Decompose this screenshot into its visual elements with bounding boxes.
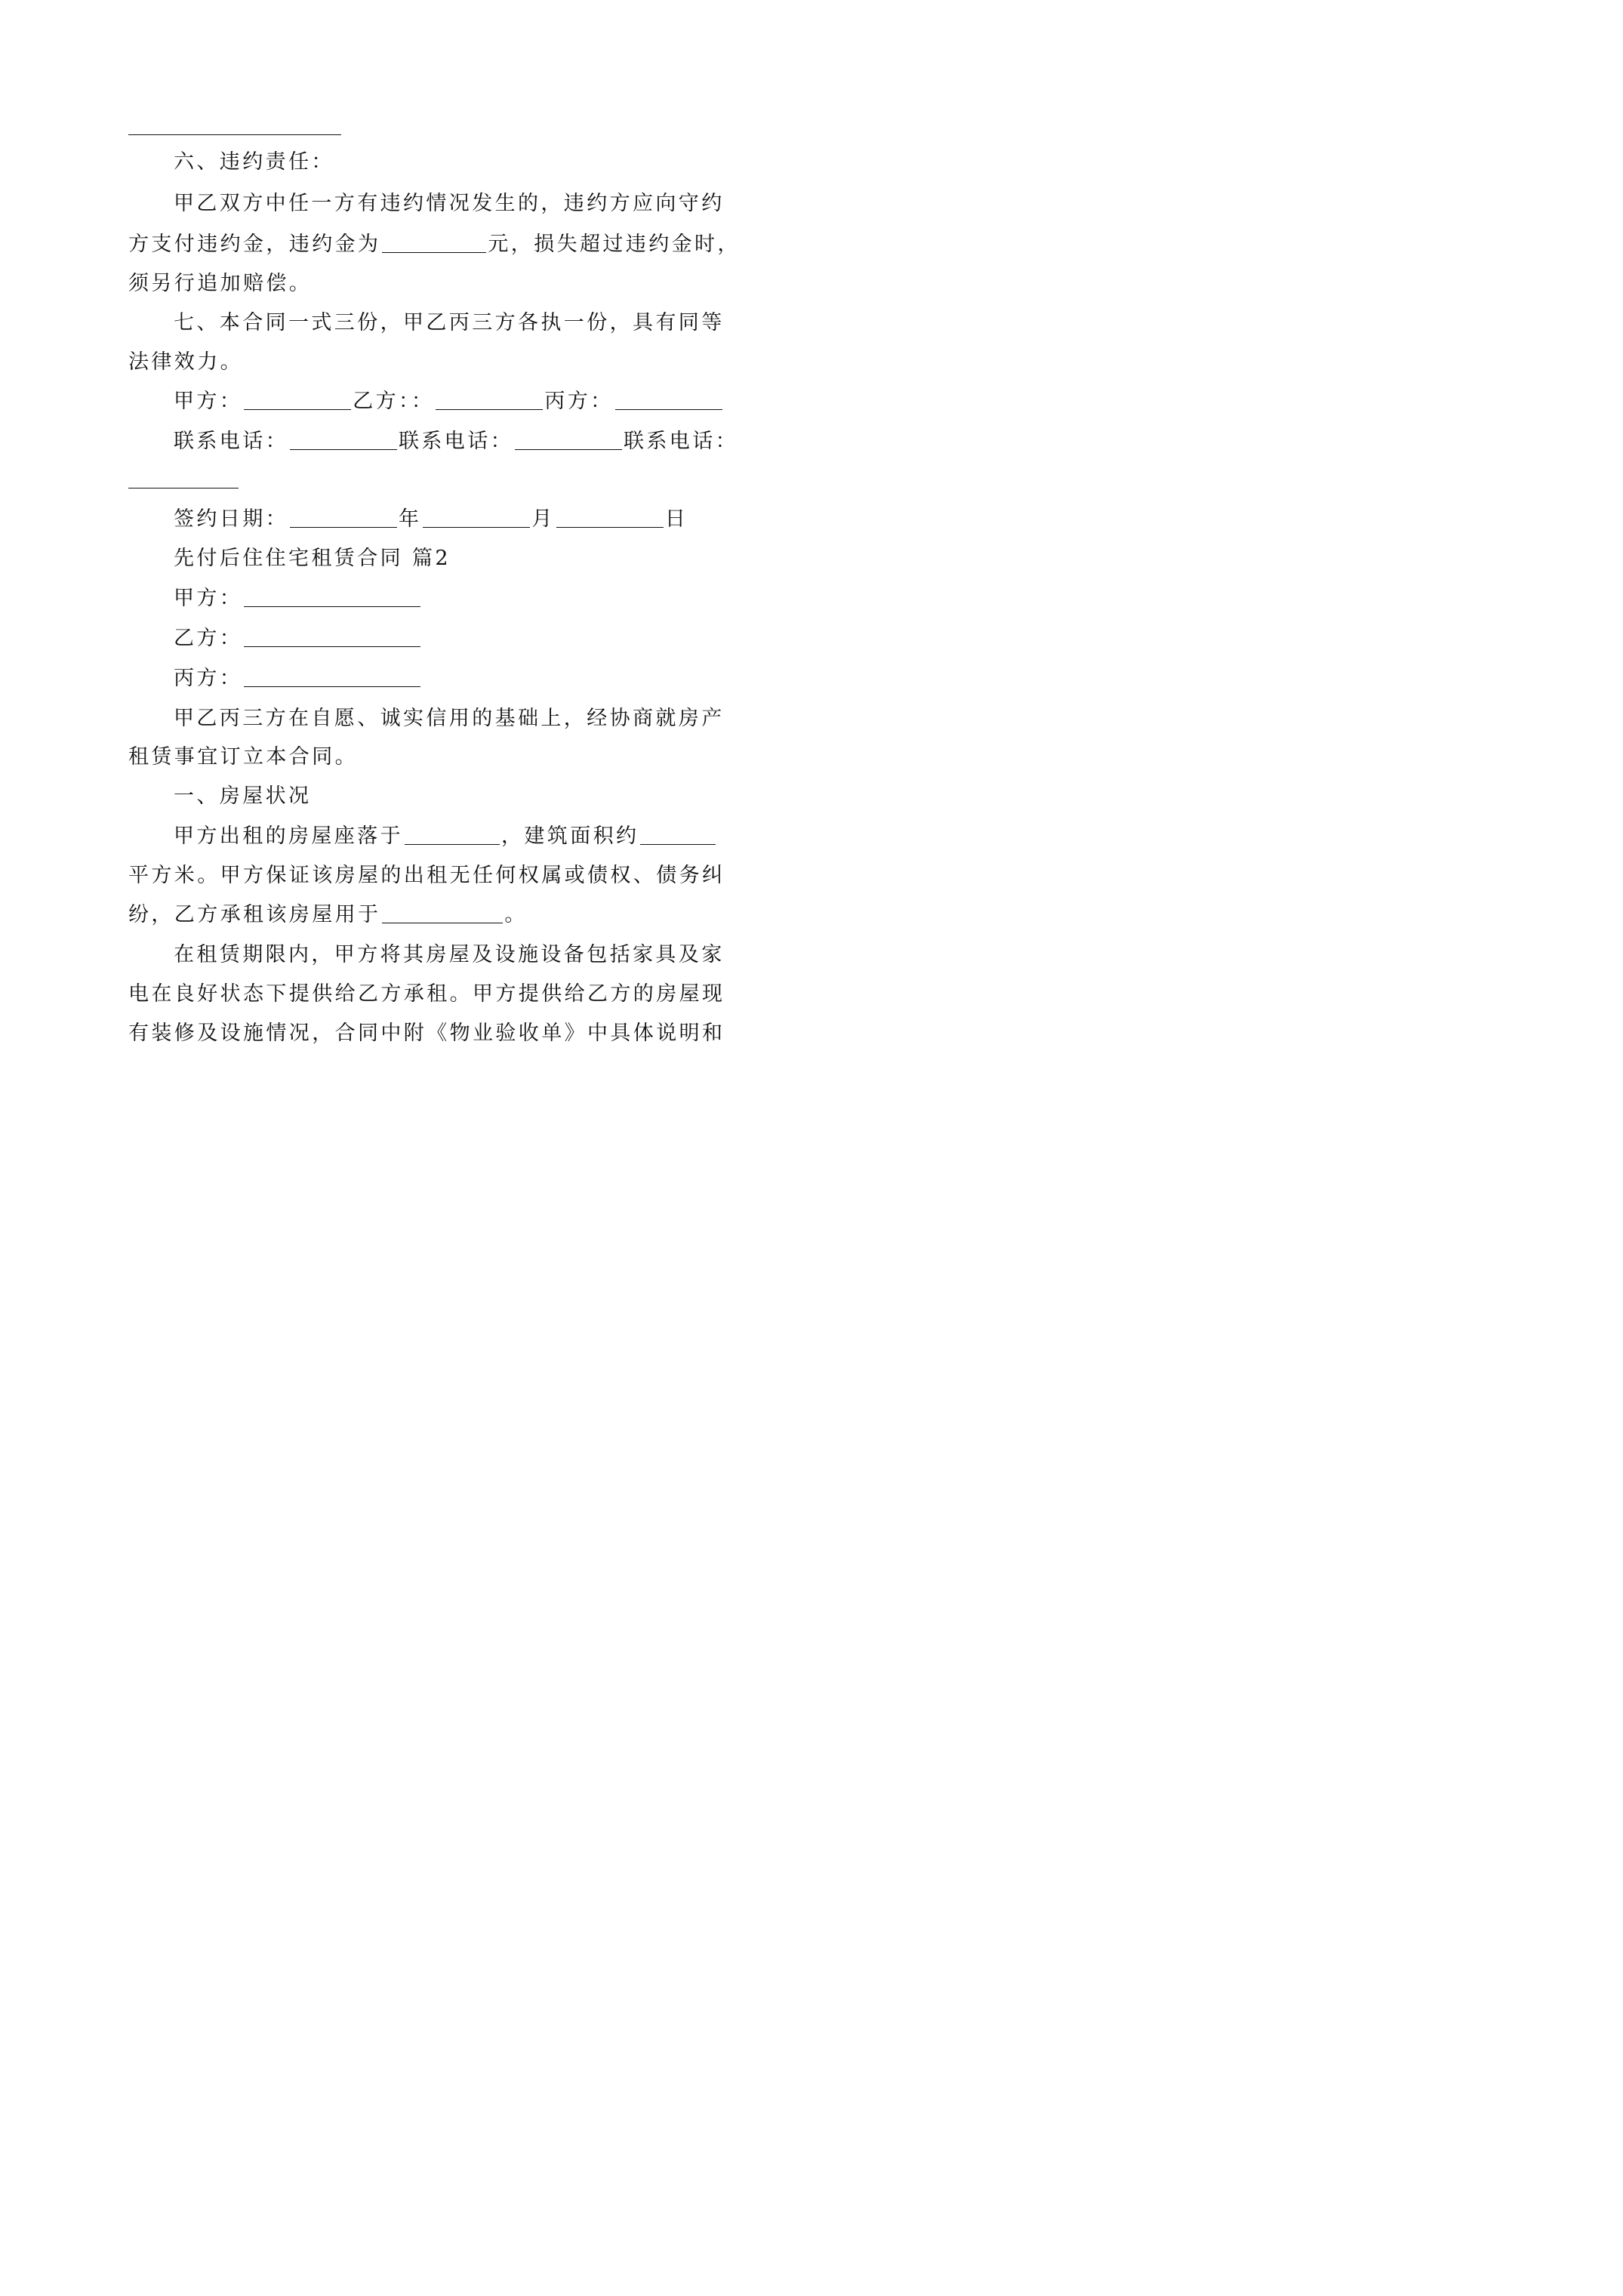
text-fragment: 甲方出租的房屋座落于 bbox=[174, 824, 403, 848]
usage-blank[interactable] bbox=[382, 903, 503, 923]
party-b-row bbox=[174, 625, 710, 652]
phone-label: 联系电话： bbox=[624, 430, 738, 453]
party-c-blank[interactable] bbox=[615, 390, 722, 410]
section-1-heading: 一、房屋状况 bbox=[174, 784, 312, 808]
party-b-label: 乙方： bbox=[174, 627, 243, 650]
party-b-label: 乙方：： bbox=[353, 390, 435, 413]
party-a-row bbox=[174, 585, 710, 612]
paragraph-line bbox=[128, 231, 741, 258]
text-fragment: ，建筑面积约 bbox=[501, 824, 639, 848]
location-blank[interactable] bbox=[405, 824, 500, 845]
party-a-label: 甲方： bbox=[174, 390, 243, 413]
blank-underline bbox=[128, 134, 341, 135]
intro-line: 甲乙丙三方在自愿、诚实信用的基础上，经协商就房产 bbox=[174, 707, 725, 730]
day-label: 日 bbox=[664, 507, 688, 531]
paragraph-line: 电在良好状态下提供给乙方承租。甲方提供给乙方的房屋现 bbox=[128, 982, 725, 1006]
paragraph-line: 甲乙双方中任一方有违约情况发生的，违约方应向守约 bbox=[174, 192, 725, 215]
paragraph-line bbox=[128, 901, 710, 929]
party-c-blank[interactable] bbox=[244, 667, 420, 687]
phone-label: 联系电话： bbox=[399, 430, 513, 453]
year-label: 年 bbox=[399, 507, 422, 531]
signing-date-row bbox=[174, 506, 710, 533]
date-label: 签约日期： bbox=[174, 507, 288, 531]
fill-in-blank[interactable] bbox=[382, 233, 486, 253]
party-c-row bbox=[174, 665, 710, 692]
section-6-heading: 六、违约责任： bbox=[174, 150, 334, 174]
party-a-label: 甲方： bbox=[174, 587, 243, 610]
day-blank[interactable] bbox=[556, 507, 664, 528]
party-c-label: 丙方： bbox=[174, 667, 243, 690]
phone-blank[interactable] bbox=[515, 430, 622, 450]
month-blank[interactable] bbox=[423, 507, 530, 528]
party-b-blank[interactable] bbox=[436, 390, 543, 410]
section-7-line: 法律效力。 bbox=[128, 350, 243, 374]
party-b-blank[interactable] bbox=[244, 627, 420, 647]
paragraph-line: 在租赁期限内，甲方将其房屋及设施设备包括家具及家 bbox=[174, 943, 725, 966]
contract-title: 先付后住住宅租赁合同 篇2 bbox=[174, 547, 451, 570]
text-fragment: 方支付违约金，违约金为 bbox=[128, 233, 381, 256]
text-fragment: 纷，乙方承租该房屋用于 bbox=[128, 903, 381, 926]
month-label: 月 bbox=[531, 507, 555, 531]
paragraph-line: 须另行追加赔偿。 bbox=[128, 272, 313, 295]
year-blank[interactable] bbox=[290, 507, 397, 528]
document-page bbox=[0, 0, 830, 1175]
text-fragment: 元，损失超过违约金时， bbox=[488, 233, 741, 256]
party-a-blank[interactable] bbox=[244, 587, 420, 607]
intro-line: 租赁事宜订立本合同。 bbox=[128, 745, 358, 769]
area-blank[interactable] bbox=[640, 824, 716, 845]
party-c-label: 丙方： bbox=[544, 390, 614, 413]
section-7-line: 七、本合同一式三份，甲乙丙三方各执一份，具有同等 bbox=[174, 311, 725, 334]
text-fragment: 。 bbox=[504, 903, 528, 926]
paragraph-line bbox=[174, 823, 710, 850]
phone-row bbox=[174, 428, 738, 455]
signature-parties-row bbox=[174, 388, 710, 415]
phone-blank[interactable] bbox=[290, 430, 397, 450]
party-a-blank[interactable] bbox=[244, 390, 351, 410]
paragraph-line: 有装修及设施情况，合同中附《物业验收单》中具体说明和 bbox=[128, 1022, 725, 1045]
paragraph-line: 平方米。甲方保证该房屋的出租无任何权属或债权、债务纠 bbox=[128, 864, 725, 887]
phone-label: 联系电话： bbox=[174, 430, 288, 453]
